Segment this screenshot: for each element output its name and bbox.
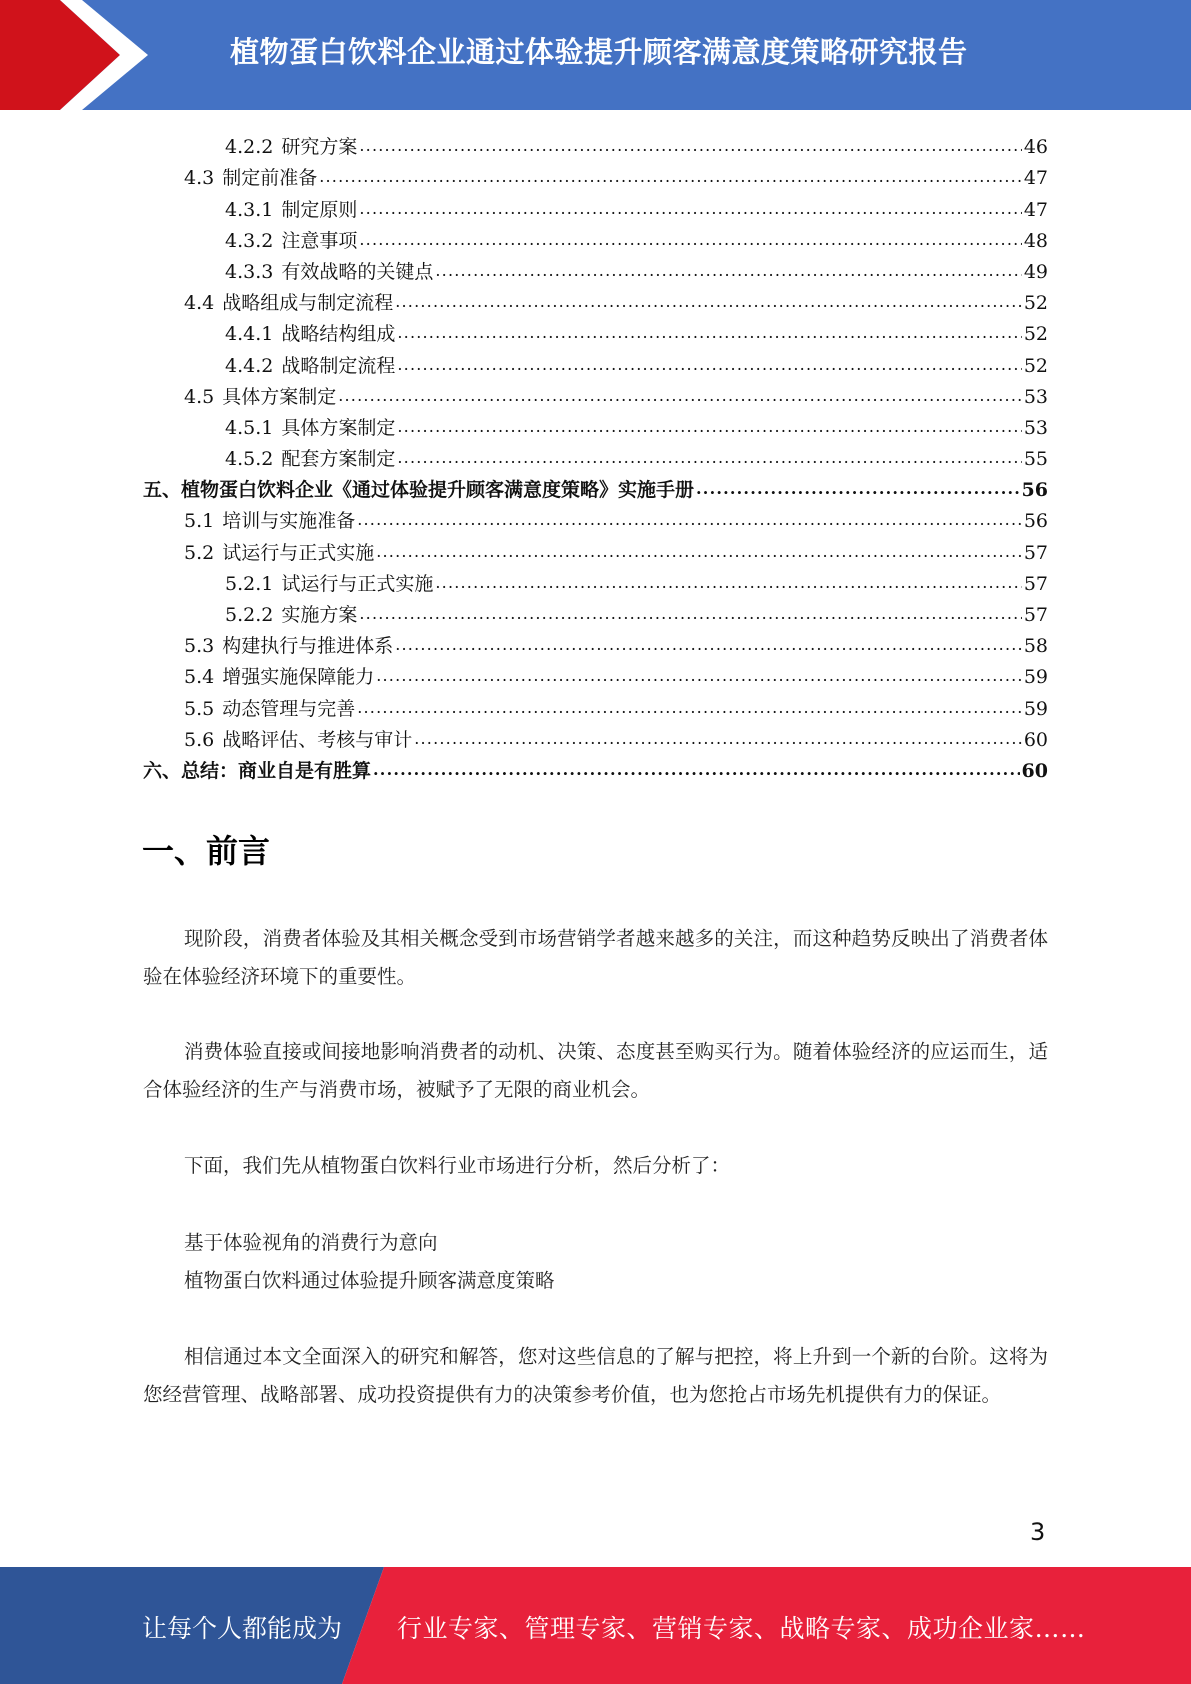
toc-entry-title: 具体方案制定 — [281, 416, 396, 439]
toc-entry[interactable] — [143, 658, 1048, 689]
page-number: 3 — [1030, 1518, 1046, 1546]
toc-entry-number: 4.4.1 — [225, 323, 274, 346]
toc-dot-leader — [359, 229, 1021, 253]
toc-entry[interactable] — [143, 315, 1048, 346]
toc-entry-title: 试运行与正式实施 — [222, 541, 375, 564]
toc-entry[interactable] — [143, 596, 1048, 627]
toc-dot-leader — [414, 728, 1022, 752]
toc-entry-title: 试运行与正式实施 — [281, 572, 434, 595]
toc-entry-number: 4.2.2 — [225, 136, 274, 159]
toc-entry-number: 5.5 — [184, 697, 215, 720]
toc-entry-title: 总结：商业自是有胜算 — [181, 759, 372, 782]
toc-entry-page: 57 — [1023, 604, 1048, 626]
toc-entry-number: 4.3.1 — [225, 198, 274, 221]
toc-dot-leader — [376, 541, 1022, 565]
intro-paragraph-2: 消费体验直接或间接地影响消费者的动机、决策、态度甚至购买行为。随着体验经济的应运而生，适合体验经济的生产与消费市场，被赋予了无限的商业机会。 — [143, 1040, 1048, 1101]
toc-entry-number: 4.5.1 — [225, 416, 274, 439]
toc-dot-leader — [435, 572, 1021, 596]
footer-slogan-right: 行业专家、管理专家、营销专家、战略专家、成功企业家…… — [397, 1614, 1086, 1643]
toc-dot-leader — [397, 416, 1021, 440]
toc-entry-page: 58 — [1023, 635, 1048, 658]
toc-entry[interactable] — [143, 346, 1048, 377]
toc-entry-title: 战略制定流程 — [281, 354, 396, 377]
toc-entry-page: 46 — [1023, 136, 1048, 159]
toc-entry[interactable] — [143, 190, 1048, 221]
toc-entry-title: 战略组成与制定流程 — [222, 292, 394, 315]
toc-entry-number: 五、 — [143, 479, 182, 502]
toc-entry-page: 53 — [1023, 416, 1048, 439]
toc-entry-number: 5.2 — [184, 541, 215, 564]
toc-entry-number: 5.4 — [184, 666, 215, 689]
toc-entry-page: 56 — [1023, 510, 1048, 533]
toc-entry-page: 49 — [1023, 260, 1048, 283]
table-of-contents — [143, 128, 1048, 783]
toc-entry-page: 60 — [1023, 728, 1048, 751]
toc-entry-page: 48 — [1023, 229, 1048, 252]
toc-entry-title: 注意事项 — [281, 229, 358, 252]
toc-entry[interactable] — [143, 409, 1048, 440]
toc-entry-title: 战略评估、考核与审计 — [222, 728, 413, 751]
toc-entry-title: 具体方案制定 — [222, 385, 337, 408]
toc-entry[interactable] — [143, 284, 1048, 315]
toc-entry-page: 56 — [1021, 479, 1048, 502]
toc-entry-number: 4.3 — [184, 167, 215, 190]
toc-entry[interactable] — [143, 378, 1048, 409]
toc-entry[interactable] — [143, 253, 1048, 284]
toc-entry[interactable] — [143, 440, 1048, 471]
toc-dot-leader — [357, 509, 1022, 533]
toc-entry-page: 52 — [1023, 354, 1048, 377]
toc-entry[interactable] — [143, 502, 1048, 533]
toc-entry-number: 4.5 — [184, 385, 215, 408]
intro-list — [143, 1224, 1048, 1300]
toc-entry-number: 4.5.2 — [225, 448, 274, 471]
toc-dot-leader — [359, 135, 1021, 159]
toc-entry[interactable] — [143, 721, 1048, 752]
toc-entry-title: 增强实施保障能力 — [222, 666, 375, 689]
toc-entry-title: 制定前准备 — [222, 167, 318, 190]
toc-entry-title: 战略结构组成 — [281, 323, 396, 346]
toc-dot-leader — [397, 354, 1021, 378]
toc-dot-leader — [397, 322, 1021, 346]
toc-entry-number: 4.4.2 — [225, 354, 274, 377]
toc-entry-page: 59 — [1023, 666, 1048, 689]
toc-dot-leader — [357, 697, 1022, 721]
toc-entry-page: 57 — [1023, 572, 1048, 595]
intro-paragraph-1: 现阶段，消费者体验及其相关概念受到市场营销学者越来越多的关注，而这种趋势反映出了消费者体验在体验经济环境下的重要性。 — [143, 927, 1048, 988]
toc-entry-page: 55 — [1023, 448, 1048, 471]
toc-entry-title: 配套方案制定 — [281, 448, 396, 471]
section-heading: 一、前言 — [142, 832, 271, 870]
toc-entry-number: 5.2.2 — [225, 604, 274, 626]
toc-entry[interactable] — [143, 128, 1048, 159]
toc-entry[interactable] — [143, 159, 1048, 190]
toc-dot-leader — [319, 166, 1022, 190]
toc-entry-number: 六、 — [143, 759, 182, 782]
toc-entry-number: 5.2.1 — [225, 572, 274, 595]
toc-entry-number: 5.1 — [184, 510, 215, 533]
toc-entry-number: 5.3 — [184, 635, 215, 658]
toc-entry[interactable] — [143, 222, 1048, 253]
toc-entry-page: 57 — [1023, 541, 1048, 564]
toc-entry-title: 实施方案 — [281, 604, 358, 626]
list-item: 基于体验视角的消费行为意向 — [184, 1231, 438, 1254]
toc-dot-leader — [696, 478, 1020, 502]
toc-entry-title: 构建执行与推进体系 — [222, 635, 394, 658]
toc-entry-page: 47 — [1023, 198, 1048, 221]
toc-entry-number: 5.6 — [184, 728, 215, 751]
toc-entry-page: 60 — [1021, 759, 1048, 782]
toc-dot-leader — [397, 447, 1021, 471]
toc-entry-number: 4.4 — [184, 292, 215, 315]
toc-entry[interactable] — [143, 565, 1048, 596]
toc-entry-number: 4.3.3 — [225, 260, 274, 283]
intro-paragraph-3: 下面，我们先从植物蛋白饮料行业市场进行分析，然后分析了： — [184, 1154, 731, 1177]
report-title: 植物蛋白饮料企业通过体验提升顾客满意度策略研究报告 — [230, 35, 968, 69]
toc-entry[interactable] — [143, 471, 1048, 502]
toc-dot-leader — [359, 603, 1021, 627]
page-header — [0, 0, 1191, 110]
toc-entry[interactable] — [143, 533, 1048, 564]
toc-entry-page: 53 — [1023, 385, 1048, 408]
toc-entry-page: 59 — [1023, 697, 1048, 720]
toc-entry-title: 制定原则 — [281, 198, 358, 221]
toc-entry[interactable] — [143, 752, 1048, 783]
toc-dot-leader — [359, 198, 1021, 222]
toc-dot-leader — [376, 665, 1022, 689]
toc-entry[interactable] — [143, 689, 1048, 720]
intro-paragraph-4: 相信通过本文全面深入的研究和解答，您对这些信息的了解与把控，将上升到一个新的台阶。这将为您经营管理、战略部署、成功投资提供有力的决策参考价值，也为您抢占市场先机提供有力的保证。 — [143, 1345, 1048, 1406]
toc-entry-number: 4.3.2 — [225, 229, 274, 252]
toc-dot-leader — [338, 385, 1022, 409]
toc-entry-page: 47 — [1023, 167, 1048, 190]
toc-entry-title: 有效战略的关键点 — [281, 260, 434, 283]
toc-entry-title: 培训与实施准备 — [222, 510, 356, 533]
toc-entry-page: 52 — [1023, 292, 1048, 315]
toc-dot-leader — [395, 634, 1022, 658]
page-footer — [0, 1567, 1191, 1684]
toc-entry-title: 植物蛋白饮料企业《通过体验提升顾客满意度策略》实施手册 — [181, 479, 695, 502]
toc-entry-page: 52 — [1023, 323, 1048, 346]
toc-entry[interactable] — [143, 627, 1048, 658]
toc-dot-leader — [373, 759, 1020, 783]
toc-entry-title: 动态管理与完善 — [222, 697, 356, 720]
list-item: 植物蛋白饮料通过体验提升顾客满意度策略 — [184, 1269, 555, 1292]
toc-dot-leader — [435, 260, 1021, 284]
footer-slogan-left: 让每个人都能成为 — [142, 1614, 343, 1643]
toc-dot-leader — [395, 291, 1022, 315]
toc-entry-title: 研究方案 — [281, 136, 358, 159]
